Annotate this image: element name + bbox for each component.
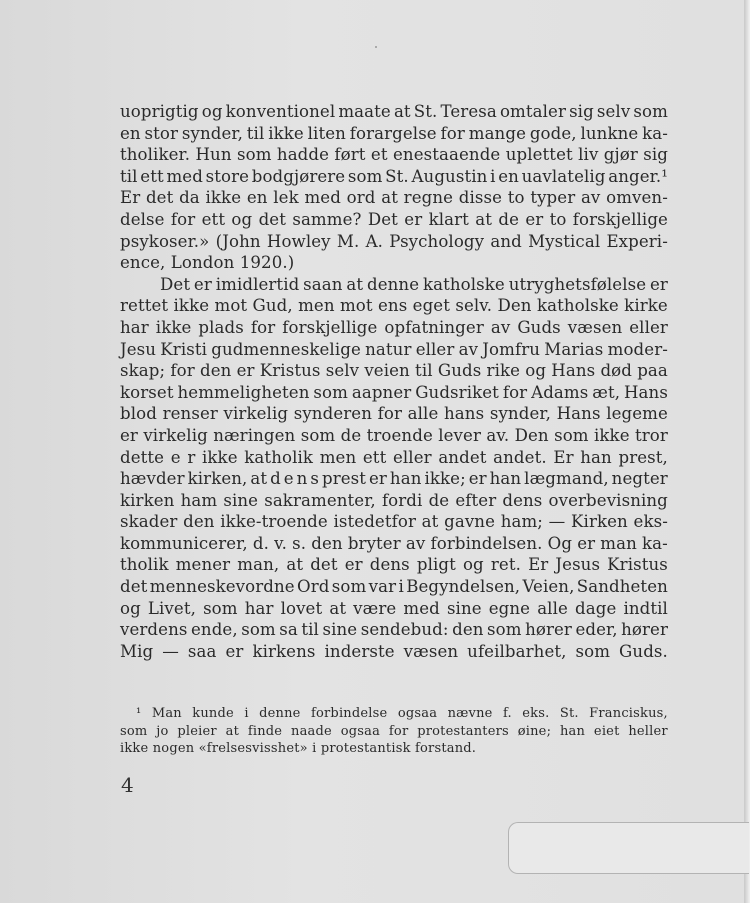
text-line: blod renser virkelig synderen for alle hans synder, Hans legeme bbox=[120, 404, 668, 424]
text-line: skader den ikke-troende istedetfor at gavne ham; — Kirken eks- bbox=[120, 512, 668, 532]
text-line: verdens ende, som sa til sine sendebud: den som hører eder, hører bbox=[120, 620, 668, 640]
footnote bbox=[120, 705, 668, 758]
text-line: Er det da ikke en lek med ord at regne disse to typer av omven- bbox=[120, 188, 668, 208]
text-line: kirken ham sine sakramenter, fordi de efter dens overbevisning bbox=[120, 490, 668, 510]
text-line: psykoser.» (John Howley M. A. Psychology and Mystical Experi- bbox=[120, 231, 668, 251]
footnote-line: ikke nogen «frelsesvisshet» i protestantisk forstand. bbox=[120, 741, 477, 756]
text-line: korset hemmeligheten som aapner Gudsriket for Adams æt, Hans bbox=[120, 382, 668, 402]
text-line: rettet ikke mot Gud, men mot ens eget selv. Den katholske kirke bbox=[120, 296, 668, 316]
body-text bbox=[120, 101, 668, 662]
paper-speck bbox=[375, 46, 377, 48]
text-line: er virkelig næringen som de troende lever av. Den som ikke tror bbox=[120, 425, 668, 445]
text-line: uoprigtig og konventionel maate at St. Teresa omtaler sig selv som bbox=[120, 102, 668, 121]
text-line: dette e r ikke katholik men ett eller andet andet. Er han prest, bbox=[120, 447, 668, 467]
page-edge bbox=[744, 0, 750, 903]
text-line: og Livet, som har lovet at være med sine egne alle dage indtil bbox=[120, 598, 668, 618]
page-tab-mark bbox=[508, 822, 749, 874]
text-line: til ett med store bodgjørere som St. Augustin i en uavlatelig anger.¹ bbox=[120, 166, 668, 186]
footnote-line: ¹ Man kunde i denne forbindelse ogsaa nævne f. eks. St. Franciskus, bbox=[136, 706, 668, 721]
text-line: kommunicerer, d. v. s. den bryter av forbindelsen. Og er man ka- bbox=[120, 533, 668, 553]
text-line: en stor synder, til ikke liten forargelse for mange gode, lunkne ka- bbox=[120, 123, 668, 143]
footnote-line: som jo pleier at finde naade ogsaa for protestanters øine; han eiet heller bbox=[120, 723, 668, 739]
text-line: delse for ett og det samme? Det er klart at de er to forskjellige bbox=[120, 209, 668, 229]
text-line: tholik mener man, at det er dens pligt og ret. Er Jesus Kristus bbox=[120, 555, 668, 575]
text-line: tholiker. Hun som hadde ført et enestaaende uplettet liv gjør sig bbox=[120, 145, 668, 165]
text-line: har ikke plads for forskjellige opfatninger av Guds væsen eller bbox=[120, 317, 668, 337]
text-line: ence, London 1920.) bbox=[120, 253, 295, 273]
text-line: Mig — saa er kirkens inderste væsen ufeilbarhet, som Guds. bbox=[120, 641, 668, 661]
text-line: Jesu Kristi gudmenneskelige natur eller av Jomfru Marias moder- bbox=[120, 339, 668, 359]
paragraph-start-line: Det er imidlertid saan at denne katholske utryghetsfølelse er bbox=[160, 274, 668, 294]
text-line: hævder kirken, at d e n s prest er han ikke; er han lægmand, negter bbox=[120, 469, 668, 489]
text-line: skap; for den er Kristus selv veien til Guds rike og Hans død paa bbox=[120, 361, 668, 381]
page-number: 4 bbox=[121, 773, 134, 797]
text-line: det menneskevordne Ord som var i Begyndelsen, Veien, Sandheten bbox=[120, 577, 668, 597]
